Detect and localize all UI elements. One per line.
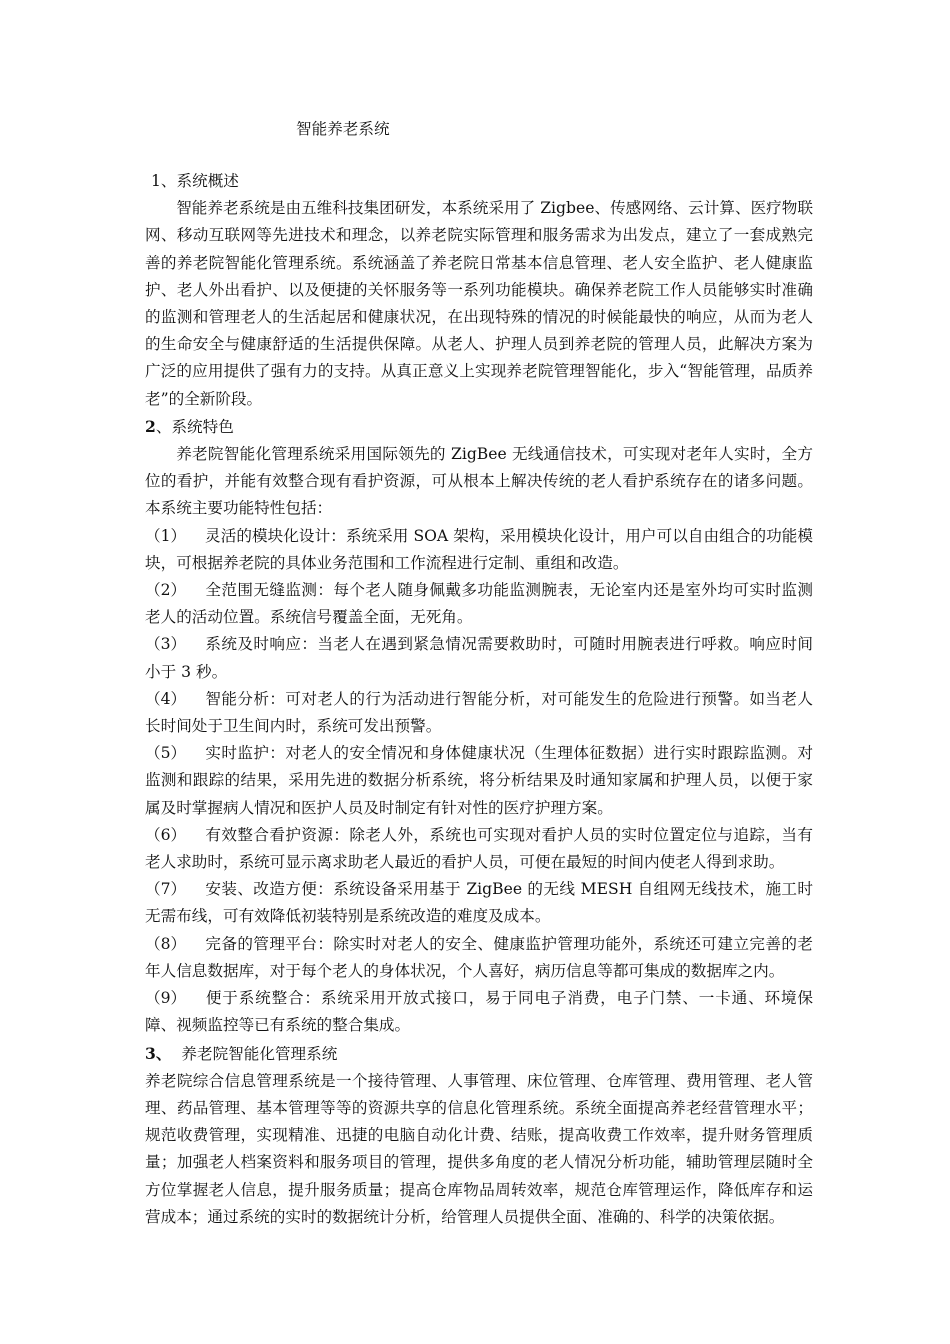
- feature-item-text: 系统及时响应：当老人在遇到紧急情况需要救助时，可随时用腕表进行呼救。响应时间小于 3 秒。: [145, 635, 813, 681]
- feature-item-number: （8）: [145, 934, 187, 953]
- feature-item-6: [145, 822, 813, 876]
- feature-item-number: （1）: [145, 526, 187, 545]
- feature-item-text: 便于系统整合：系统采用开放式接口，易于同电子消费，电子门禁、一卡通、环境保障、视频监控等已有系统的整合集成。: [145, 989, 813, 1035]
- feature-item-number: （4）: [145, 689, 187, 708]
- section-3-heading-number: 3、: [145, 1043, 172, 1063]
- feature-item-number: （9）: [145, 989, 187, 1008]
- section-1-paragraph: 智能养老系统是由五维科技集团研发，本系统采用了 Zigbee、传感网络、云计算、医疗物联网、移动互联网等先进技术和理念，以养老院实际管理和服务需求为出发点，建立了一套成熟完善的养老院智能化管理系统。系统涵盖了养老院日常基本信息管理、老人安全监护、老人健康监护、老人外出看护、以及便捷的关怀服务等一系列功能模块。确保养老院工作人员能够实时准确的监测和管理老人的生活起居和健康状况，在出现特殊的情况的时候能最快的响应，从而为老人的生命安全与健康舒适的生活提供保障。从老人、护理人员到养老院的管理人员，此解决方案为广泛的应用提供了强有力的支持。从真正意义上实现养老院管理智能化，步入“智能管理，品质养老”的全新阶段。: [145, 199, 813, 408]
- document-body: [145, 168, 813, 1231]
- feature-item-number: （7）: [145, 880, 187, 899]
- feature-item-2: [145, 577, 813, 631]
- section-2-heading-text: 、系统特色: [155, 417, 234, 436]
- feature-item-number: （2）: [145, 581, 187, 600]
- feature-item-text: 实时监护：对老人的安全情况和身体健康状况（生理体征数据）进行实时跟踪监测。对监测和跟踪的结果，采用先进的数据分析系统，将分析结果及时通知家属和护理人员，以便于家属及时掌握病人情况和医护人员及时制定有针对性的医疗护理方案。: [145, 744, 813, 817]
- section-3-paragraph: 养老院综合信息管理系统是一个接待管理、人事管理、床位管理、仓库管理、费用管理、老人管理、药品管理、基本管理等等的资源共享的信息化管理系统。系统全面提高养老经营管理水平；规范收费管理，实现精准、迅捷的电脑自动化计费、结账，提高收费工作效率，提升财务管理质量；加强老人档案资料和服务项目的管理，提供多角度的老人情况分析功能，辅助管理层随时全方位掌握老人信息，提升服务质量；提高仓库物品周转效率，规范仓库管理运作，降低库存和运营成本；通过系统的实时的数据统计分析，给管理人员提供全面、准确的、科学的决策依据。: [145, 1071, 813, 1226]
- feature-item-1: [145, 523, 813, 577]
- section-3-heading-text: 养老院智能化管理系统: [181, 1044, 338, 1063]
- section-3-heading: [145, 1040, 813, 1068]
- feature-item-text: 完备的管理平台：除实时对老人的安全、健康监护管理功能外，系统还可建立完善的老年人信息数据库，对于每个老人的身体状况，个人喜好，病历信息等都可集成的数据库之内。: [145, 934, 813, 980]
- feature-item-text: 智能分析：可对老人的行为活动进行智能分析，对可能发生的危险进行预警。如当老人长时间处于卫生间内时，系统可发出预警。: [145, 689, 813, 736]
- section-2-heading: [145, 413, 813, 441]
- feature-item-7: [145, 876, 813, 930]
- feature-item-text: 有效整合看护资源：除老人外，系统也可实现对看护人员的实时位置定位与追踪，当有老人求助时，系统可显示离求助老人最近的看护人员，可便在最短的时间内使老人得到求助。: [145, 825, 813, 872]
- feature-item-text: 安装、改造方便：系统设备采用基于 ZigBee 的无线 MESH 自组网无线技术，施工时无需布线，可有效降低初装特别是系统改造的难度及成本。: [145, 880, 813, 926]
- feature-item-4: [145, 686, 813, 740]
- feature-item-5: [145, 740, 813, 822]
- feature-item-number: （3）: [145, 635, 187, 654]
- feature-item-9: [145, 985, 813, 1039]
- feature-item-8: [145, 931, 813, 985]
- page-title: 智能养老系统: [296, 120, 390, 138]
- section-1-heading: 1、系统概述: [151, 172, 239, 190]
- section-2-intro: 养老院智能化管理系统采用国际领先的 ZigBee 无线通信技术，可实现对老年人实时，全方位的看护，并能有效整合现有看护资源，可从根本上解决传统的老人看护系统存在的诸多问题。本系统主要功能特性包括：: [145, 445, 813, 518]
- feature-item-text: 灵活的模块化设计：系统采用 SOA 架构，采用模块化设计，用户可以自由组合的功能模块，可根据养老院的具体业务范围和工作流程进行定制、重组和改造。: [145, 526, 813, 572]
- feature-item-text: 全范围无缝监测：每个老人随身佩戴多功能监测腕表，无论室内还是室外均可实时监测老人的活动位置。系统信号覆盖全面，无死角。: [145, 581, 813, 627]
- feature-item-number: （6）: [145, 825, 187, 844]
- feature-item-3: [145, 631, 813, 685]
- section-2-heading-number: 2: [145, 416, 156, 436]
- feature-item-number: （5）: [145, 744, 187, 763]
